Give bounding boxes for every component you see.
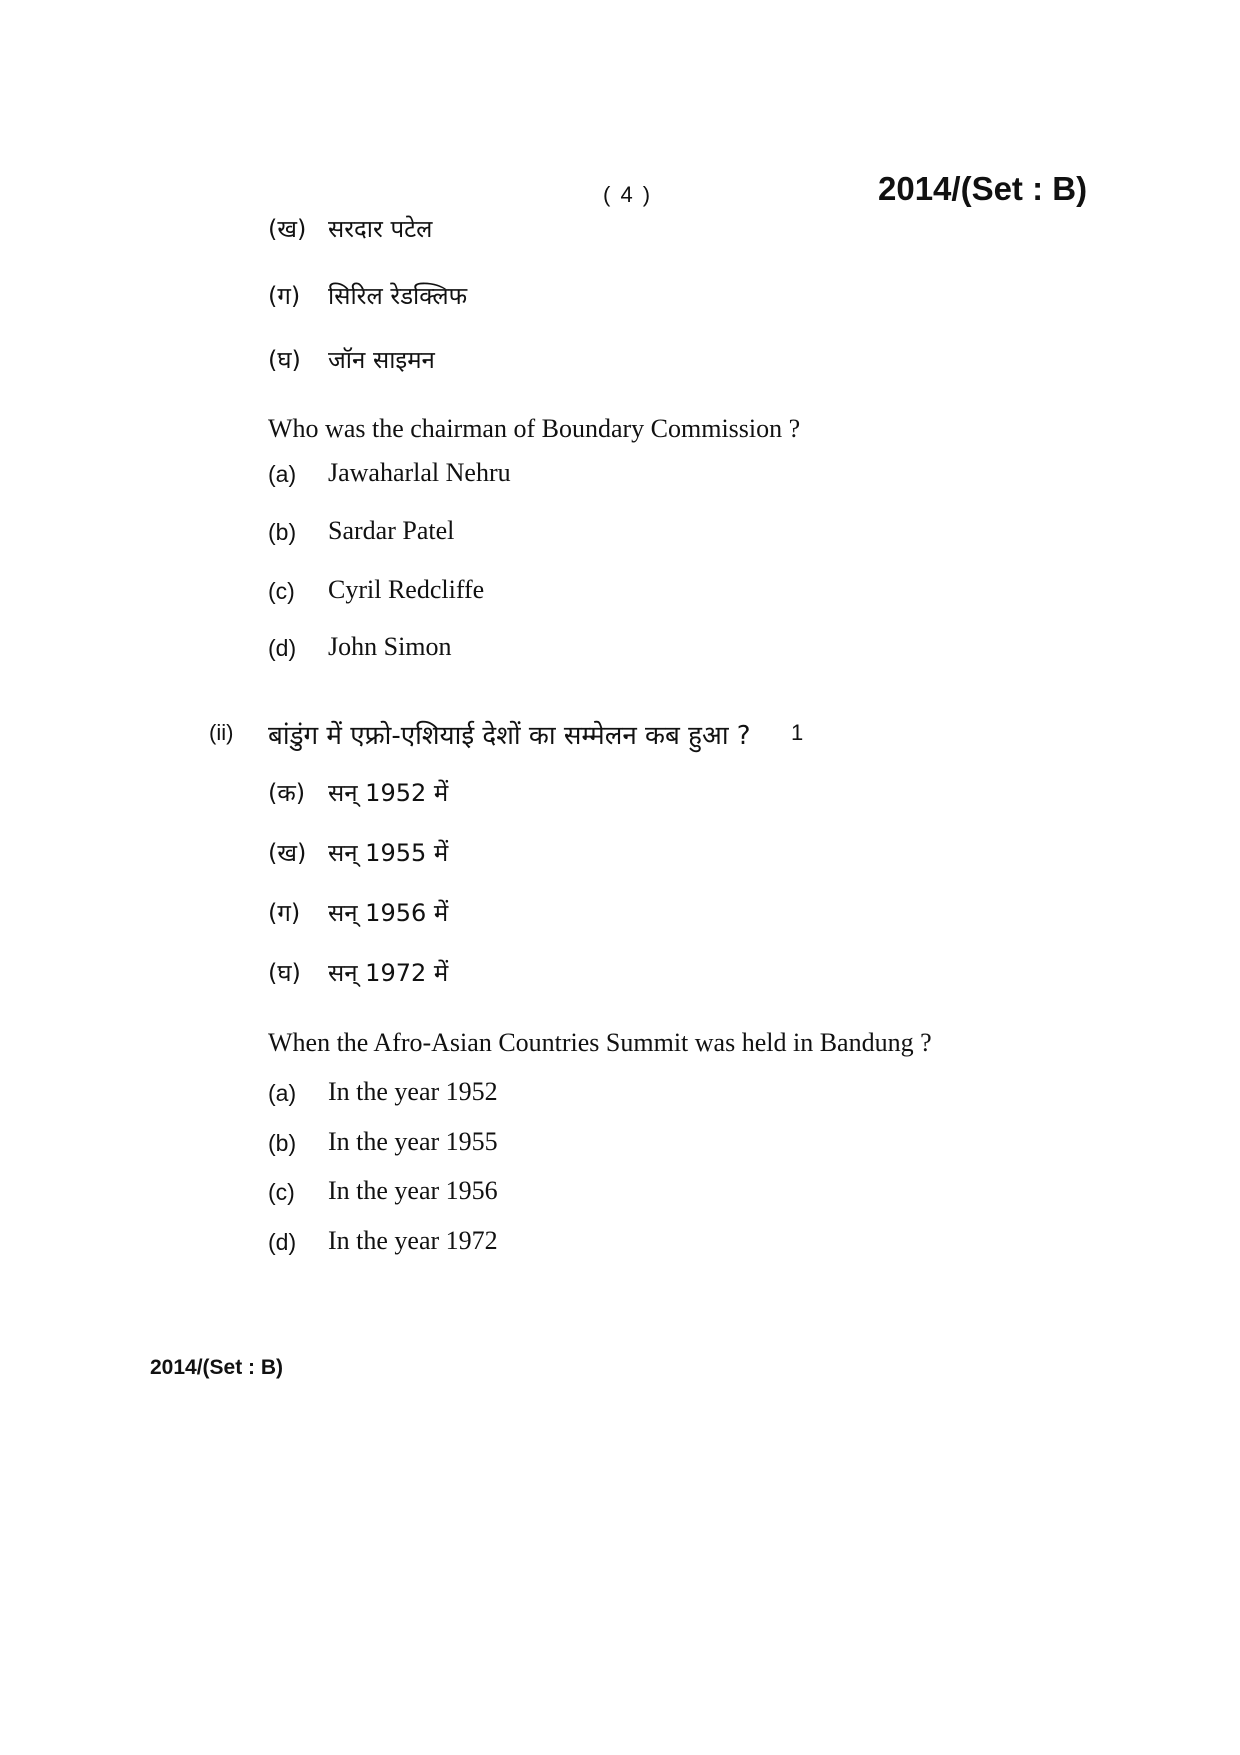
option-text: In the year 1956 — [328, 1176, 498, 1205]
option-label: (a) — [268, 461, 297, 487]
q2-english-question: When the Afro-Asian Countries Summit was held in Bandung ? — [268, 1028, 932, 1057]
option-label: (ग) — [268, 282, 301, 310]
option-label: (घ) — [268, 959, 301, 987]
option-text: सिरिल रेडक्लिफ — [328, 282, 468, 310]
option-label: (a) — [268, 1080, 297, 1106]
page-number: ( 4 ) — [603, 182, 653, 207]
option-text: सन् 1952 में — [328, 779, 449, 807]
set-label-header: 2014/(Set : B) — [878, 170, 1088, 207]
option-label: (b) — [268, 1130, 297, 1156]
option-label: (b) — [268, 519, 297, 545]
option-label: (ख) — [268, 839, 307, 867]
option-text: In the year 1972 — [328, 1226, 498, 1255]
option-label: (c) — [268, 578, 295, 604]
option-label: (ग) — [268, 899, 301, 927]
option-text: सन् 1956 में — [328, 899, 449, 927]
option-label: (क) — [268, 779, 306, 807]
question-number: (ii) — [209, 720, 234, 745]
option-text: Jawaharlal Nehru — [328, 458, 511, 487]
q2-hindi-question: बांडुंग में एफ्रो-एशियाई देशों का सम्मेलन कब हुआ ? — [268, 721, 751, 751]
option-text: सन् 1972 में — [328, 959, 449, 987]
option-text: Cyril Redcliffe — [328, 575, 485, 604]
question-marks: 1 — [791, 720, 804, 745]
option-label: (d) — [268, 635, 297, 661]
option-text: सन् 1955 में — [328, 839, 449, 867]
option-text: John Simon — [328, 632, 452, 661]
option-text: Sardar Patel — [328, 516, 455, 545]
option-text: जॉन साइमन — [328, 346, 435, 374]
set-label-footer: 2014/(Set : B) — [150, 1356, 284, 1379]
option-label: (ख) — [268, 215, 307, 243]
option-label: (c) — [268, 1179, 295, 1205]
option-text: In the year 1952 — [328, 1077, 498, 1106]
option-label: (घ) — [268, 346, 301, 374]
q1-english-question: Who was the chairman of Boundary Commission ? — [268, 414, 801, 443]
option-text: In the year 1955 — [328, 1127, 498, 1156]
option-text: सरदार पटेल — [328, 215, 433, 243]
option-label: (d) — [268, 1229, 297, 1255]
